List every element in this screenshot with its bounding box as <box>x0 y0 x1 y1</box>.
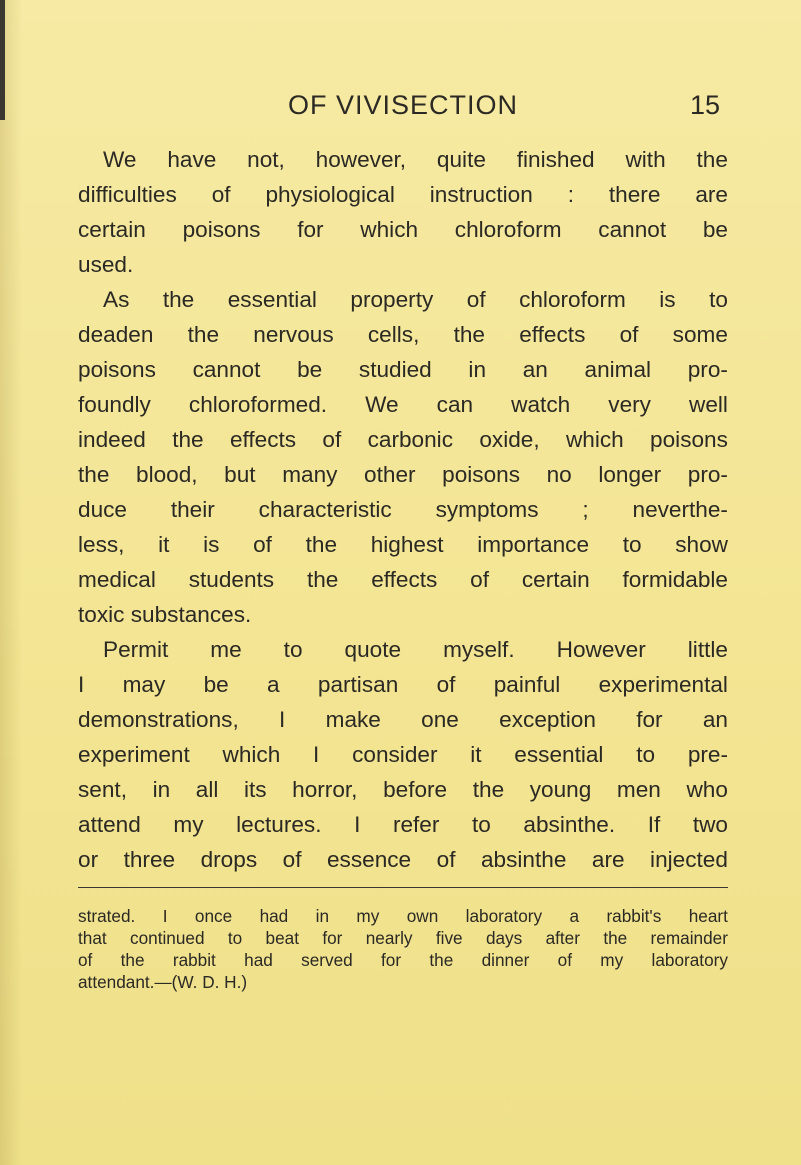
word: to <box>283 637 303 662</box>
word: certain <box>521 567 590 592</box>
footnote-line-content: attendant.—(W. D. H.) <box>78 972 248 992</box>
text-line <box>78 632 728 667</box>
word: can <box>436 392 474 417</box>
word: the <box>696 147 728 172</box>
word: attend <box>78 812 141 837</box>
word: essential <box>227 287 317 312</box>
word: We <box>365 392 399 417</box>
word: quote <box>344 637 402 662</box>
word: nervous <box>253 322 334 347</box>
word: of <box>466 287 486 312</box>
word: of <box>619 322 639 347</box>
word: which <box>565 427 624 452</box>
word: no <box>546 462 572 487</box>
word: However <box>556 637 646 662</box>
text-line <box>78 667 728 702</box>
word: injected <box>650 847 728 872</box>
word: men <box>616 777 661 802</box>
word: symptoms <box>435 497 539 522</box>
word: neverthe- <box>632 497 728 522</box>
word: of <box>436 672 456 697</box>
text-line <box>78 562 728 597</box>
word: be <box>297 357 323 382</box>
word: be <box>203 672 229 697</box>
text-line-content: toxic substances. <box>78 602 252 627</box>
word: deaden <box>78 322 154 347</box>
word: dinner <box>481 950 530 970</box>
word: the <box>453 322 485 347</box>
text-line <box>78 352 728 387</box>
word: medical <box>78 567 156 592</box>
word: less, <box>78 532 125 557</box>
footnote <box>78 905 728 993</box>
word: for <box>381 950 402 970</box>
word: Permit <box>103 637 169 662</box>
word: watch <box>511 392 571 417</box>
word: for <box>322 928 343 948</box>
word: cannot <box>598 217 667 242</box>
word: absinthe. <box>523 812 616 837</box>
footnote-line <box>78 971 728 993</box>
text-line <box>78 807 728 842</box>
word: to <box>709 287 728 312</box>
word: carbonic <box>367 427 453 452</box>
word: their <box>170 497 215 522</box>
word: foundly <box>78 392 151 417</box>
word: make <box>325 707 381 732</box>
footnote-line <box>78 927 728 949</box>
word: the <box>306 567 339 592</box>
word: served <box>301 950 353 970</box>
word: show <box>675 532 728 557</box>
word: laboratory <box>465 906 543 926</box>
word: an <box>702 707 728 732</box>
word: I <box>279 707 286 732</box>
word: I <box>162 906 168 926</box>
word: importance <box>477 532 590 557</box>
word: the <box>78 462 110 487</box>
word: but <box>224 462 256 487</box>
word: absinthe <box>480 847 567 872</box>
word: rabbit <box>172 950 216 970</box>
word: ; <box>582 497 589 522</box>
word: highest <box>370 532 444 557</box>
word: pro- <box>687 357 728 382</box>
word: of <box>78 950 93 970</box>
word: chloroform <box>519 287 626 312</box>
word: pro- <box>687 462 728 487</box>
word: three <box>123 847 176 872</box>
word: it <box>470 742 482 767</box>
word: I <box>354 812 361 837</box>
text-line <box>78 177 728 212</box>
word: effects <box>229 427 297 452</box>
word: is <box>203 532 220 557</box>
word: cannot <box>192 357 261 382</box>
word: longer <box>598 462 662 487</box>
word: We <box>103 147 137 172</box>
word: indeed <box>78 427 146 452</box>
running-title: OF VIVISECTION <box>287 90 519 120</box>
word: property <box>350 287 434 312</box>
word: the <box>172 427 204 452</box>
word: essential <box>514 742 604 767</box>
word: blood, <box>136 462 198 487</box>
text-line <box>78 142 728 177</box>
word: my <box>173 812 204 837</box>
word: are <box>695 182 728 207</box>
word: for <box>636 707 663 732</box>
word: of <box>282 847 302 872</box>
word: an <box>522 357 548 382</box>
word: it <box>158 532 170 557</box>
word: laboratory <box>651 950 728 970</box>
word: partisan <box>317 672 399 697</box>
word: which <box>222 742 281 767</box>
page-number: 15 <box>689 90 720 120</box>
word: in <box>315 906 330 926</box>
word: nearly <box>365 928 413 948</box>
word: my <box>600 950 624 970</box>
word: effects <box>371 567 438 592</box>
word: instruction <box>429 182 533 207</box>
word: all <box>195 777 219 802</box>
word: may <box>122 672 166 697</box>
word: after <box>545 928 580 948</box>
word: I <box>78 672 85 697</box>
word: formidable <box>622 567 728 592</box>
word: of <box>253 532 272 557</box>
word: experimental <box>598 672 728 697</box>
word: in <box>468 357 487 382</box>
word: refer <box>392 812 440 837</box>
word: little <box>687 637 728 662</box>
word: certain <box>78 217 146 242</box>
word: characteristic <box>258 497 392 522</box>
word: consider <box>352 742 438 767</box>
word: If <box>647 812 661 837</box>
word: effects <box>519 322 586 347</box>
word: own <box>406 906 439 926</box>
text-line <box>78 492 728 527</box>
text-line <box>78 737 728 772</box>
page-edge-shadow <box>0 0 5 120</box>
word: had <box>244 950 273 970</box>
word: the <box>187 322 220 347</box>
footnote-line <box>78 949 728 971</box>
word: however, <box>315 147 407 172</box>
word: or <box>78 847 99 872</box>
word: the <box>472 777 505 802</box>
word: poisons <box>442 462 521 487</box>
word: to <box>622 532 642 557</box>
word: five <box>435 928 463 948</box>
word: to <box>471 812 491 837</box>
word: the <box>429 950 454 970</box>
word: have <box>167 147 217 172</box>
word: the <box>305 532 338 557</box>
text-line <box>78 457 728 492</box>
word: heart <box>688 906 728 926</box>
word: which <box>360 217 419 242</box>
word: painful <box>493 672 561 697</box>
word: myself. <box>443 637 515 662</box>
text-line <box>78 387 728 422</box>
word: other <box>364 462 416 487</box>
word: horror, <box>292 777 358 802</box>
word: remainder <box>650 928 728 948</box>
word: beat <box>265 928 299 948</box>
word: me <box>210 637 242 662</box>
word: rabbit's <box>606 906 662 926</box>
word: a <box>569 906 580 926</box>
word: in <box>152 777 171 802</box>
text-line <box>78 597 728 632</box>
word: continued <box>130 928 205 948</box>
word: exception <box>499 707 596 732</box>
word: the <box>120 950 145 970</box>
word: who <box>686 777 728 802</box>
word: pre- <box>687 742 728 767</box>
word: cells, <box>367 322 420 347</box>
text-line <box>78 842 728 877</box>
word: poisons <box>78 357 156 382</box>
word: studied <box>358 357 432 382</box>
word: for <box>297 217 324 242</box>
text-line <box>78 702 728 737</box>
word: to <box>636 742 656 767</box>
text-line <box>78 317 728 352</box>
word: strated. <box>78 906 136 926</box>
word: two <box>692 812 728 837</box>
word: very <box>608 392 651 417</box>
word: with <box>625 147 666 172</box>
book-page <box>78 90 728 993</box>
word: As <box>103 287 130 312</box>
word: lectures. <box>236 812 322 837</box>
text-line <box>78 247 728 282</box>
word: some <box>672 322 728 347</box>
word: oxide, <box>479 427 540 452</box>
word: poisons <box>650 427 728 452</box>
word: quite <box>436 147 486 172</box>
word: essence <box>326 847 412 872</box>
text-line <box>78 422 728 457</box>
word: poisons <box>182 217 261 242</box>
word: there <box>608 182 661 207</box>
word: I <box>313 742 320 767</box>
word: difficulties <box>78 182 177 207</box>
word: are <box>591 847 625 872</box>
word: finished <box>516 147 595 172</box>
word: young <box>529 777 592 802</box>
word: of <box>322 427 342 452</box>
body-text <box>78 142 728 877</box>
word: before <box>383 777 448 802</box>
word: to <box>227 928 243 948</box>
word: of <box>436 847 456 872</box>
word: not, <box>247 147 285 172</box>
word: animal <box>584 357 652 382</box>
text-line <box>78 282 728 317</box>
word: one <box>421 707 459 732</box>
text-line <box>78 527 728 562</box>
word: students <box>188 567 275 592</box>
word: my <box>356 906 380 926</box>
word: physiological <box>265 182 395 207</box>
word: experiment <box>78 742 190 767</box>
word: is <box>659 287 676 312</box>
word: duce <box>78 497 127 522</box>
word: drops <box>200 847 258 872</box>
word: demonstrations, <box>78 707 239 732</box>
text-line <box>78 772 728 807</box>
word: of <box>557 950 572 970</box>
word: the <box>603 928 628 948</box>
word: well <box>689 392 728 417</box>
footnote-rule <box>78 887 728 888</box>
word: chloroform <box>454 217 562 242</box>
word: the <box>162 287 195 312</box>
footnote-line <box>78 905 728 927</box>
word: its <box>243 777 267 802</box>
word: of <box>211 182 231 207</box>
running-head <box>78 90 728 134</box>
word: had <box>259 906 289 926</box>
word: of <box>470 567 490 592</box>
word: a <box>267 672 280 697</box>
word: days <box>485 928 523 948</box>
word: that <box>78 928 107 948</box>
text-line <box>78 212 728 247</box>
word: be <box>702 217 728 242</box>
word: : <box>567 182 574 207</box>
word: sent, <box>78 777 127 802</box>
text-line-content: used. <box>78 252 134 277</box>
word: chloroformed. <box>188 392 328 417</box>
word: many <box>282 462 338 487</box>
word: once <box>194 906 233 926</box>
